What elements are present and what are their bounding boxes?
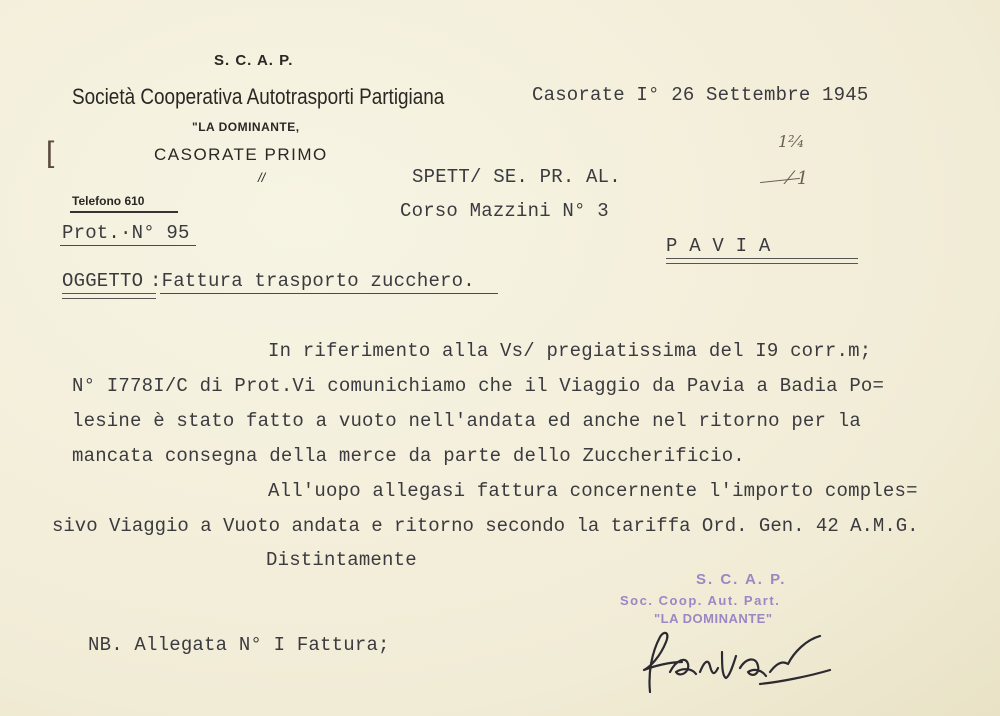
letterhead-company-name: Società Cooperativa Autotrasporti Partigiana — [72, 84, 445, 109]
date-line: Casorate I° 26 Settembre 1945 — [532, 84, 869, 106]
attachment-note: NB. Allegata N° I Fattura; — [88, 634, 390, 656]
body-line-6: sivo Viaggio a Vuoto andata e ritorno secondo la tariffa Ord. Gen. 42 A.M.G. — [52, 515, 919, 537]
letterhead-ditto: // — [258, 170, 266, 185]
stamp-line-1: S. C. A. P. — [696, 571, 787, 588]
subject-label: OGGETTO — [62, 270, 144, 292]
body-line-4: mancata consegna della merce da parte dello Zuccherificio. — [72, 445, 745, 467]
subject-text: :Fattura trasporto zucchero. — [150, 270, 475, 292]
recipient-city: P A V I A — [666, 235, 771, 257]
closing: Distintamente — [266, 549, 417, 571]
protocol-number: Prot.·N° 95 — [62, 222, 190, 244]
handwritten-reference-bottom: ⁄ 1 — [788, 168, 809, 189]
body-line-2: N° I778I/C di Prot.Vi comunichiamo che il Viaggio da Pavia a Badia Po= — [72, 375, 885, 397]
stamp-line-2: Soc. Coop. Aut. Part. — [620, 593, 781, 608]
letterhead-nickname: "LA DOMINANTE, — [192, 120, 300, 134]
body-line-1: In riferimento alla Vs/ pregiatissima del I9 corr.m; — [268, 340, 872, 362]
protocol-underline — [60, 245, 196, 246]
handwritten-reference-top: 1²⁄₄ — [778, 132, 804, 151]
letterhead-acronym: S. C. A. P. — [214, 52, 294, 69]
recipient-line-2: Corso Mazzini N° 3 — [400, 200, 609, 222]
margin-bracket: [ — [46, 136, 55, 169]
body-line-5: All'uopo allegasi fattura concernente l'importo comples= — [268, 480, 918, 502]
subject-label-double-underline — [62, 293, 156, 299]
recipient-city-double-underline — [666, 258, 858, 264]
recipient-line-1: SPETT/ SE. PR. AL. — [412, 166, 621, 188]
body-line-3: lesine è stato fatto a vuoto nell'andata ed anche nel ritorno per la — [72, 410, 861, 432]
letterhead-phone: Telefono 610 — [72, 194, 145, 208]
stamp-line-3: "LA DOMINANTE" — [654, 611, 773, 626]
phone-underline — [70, 211, 178, 213]
subject-text-underline — [160, 293, 498, 294]
letterhead-town: CASORATE PRIMO — [154, 145, 328, 164]
signature — [630, 612, 850, 702]
